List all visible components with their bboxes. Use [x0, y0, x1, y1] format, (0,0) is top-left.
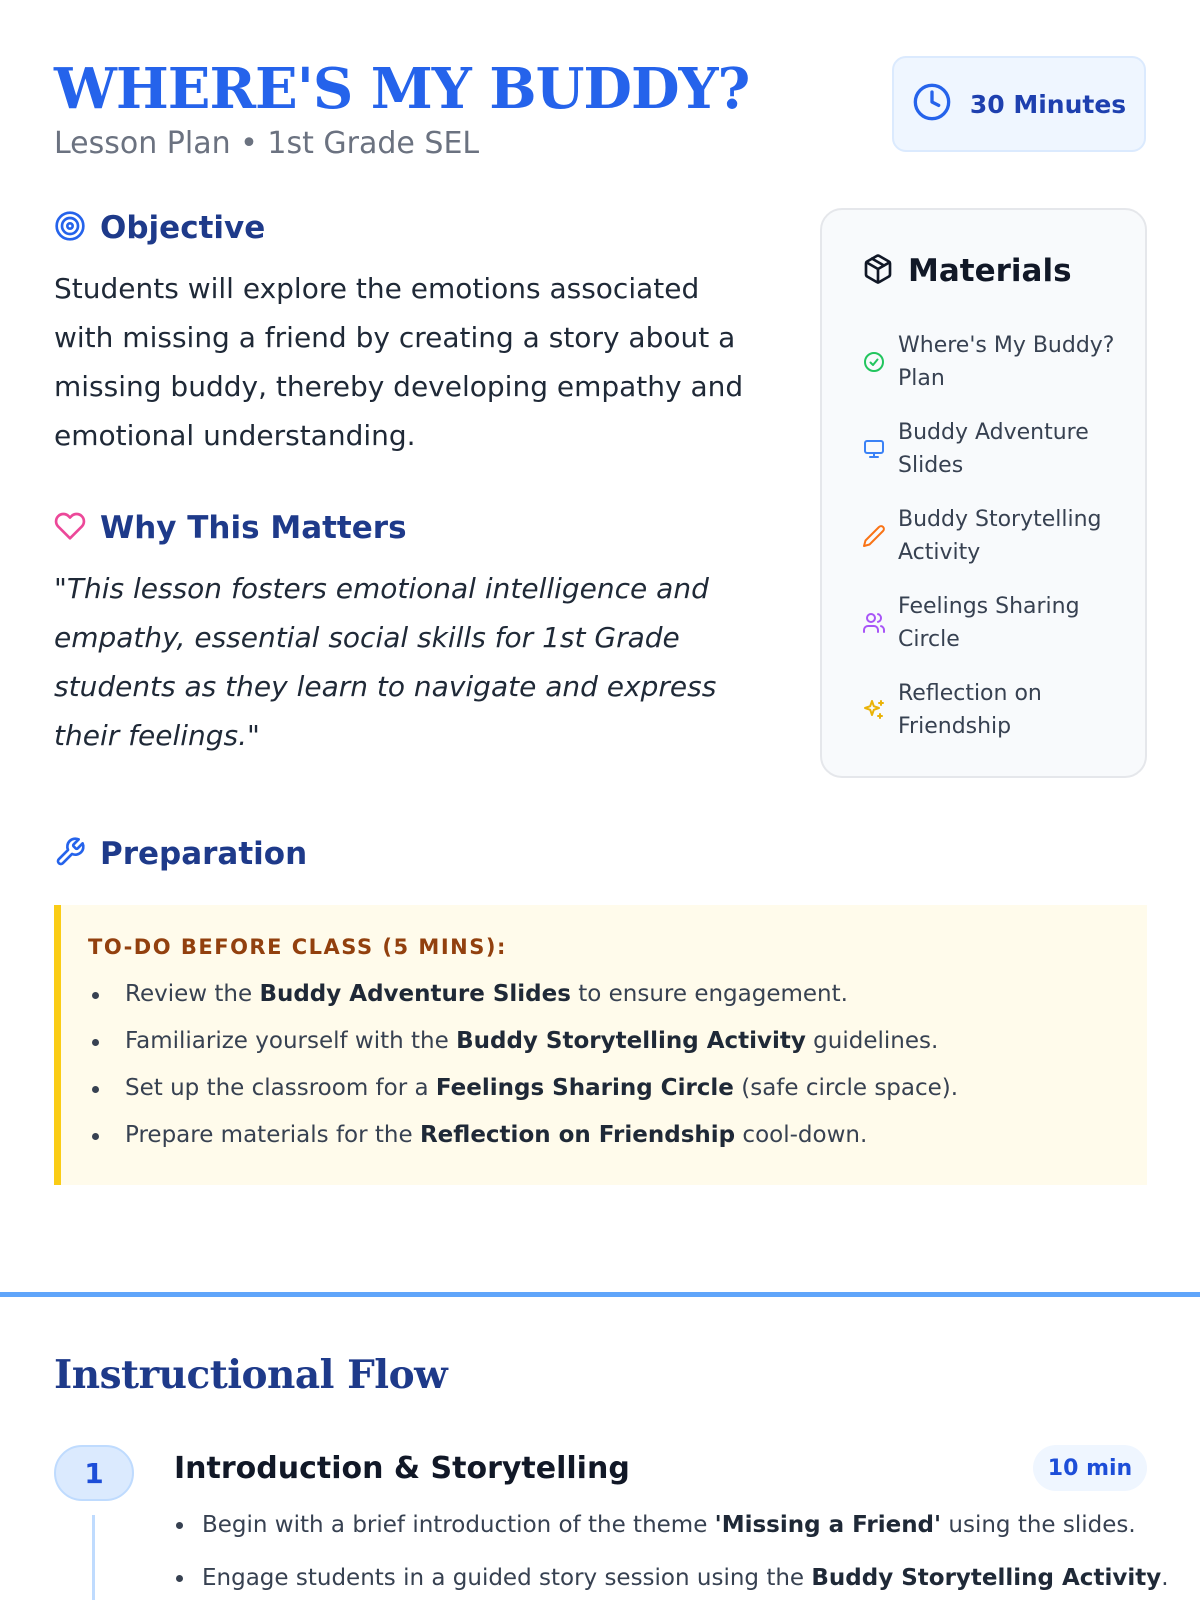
material-item-slides[interactable]: [862, 405, 1121, 492]
material-label: Feelings Sharing Circle: [898, 593, 1080, 652]
target-icon: [54, 210, 86, 246]
pencil-icon: [862, 524, 886, 548]
step-item: Engage students in a guided story session using the Buddy Storytelling Activity.: [174, 1552, 1154, 1600]
wrench-icon: [54, 836, 86, 872]
preparation-heading: [54, 832, 307, 876]
step-time-badge: 10 min: [1033, 1445, 1147, 1491]
why-heading-label: Why This Matters: [100, 510, 407, 546]
page-title: WHERE'S MY BUDDY?: [54, 56, 750, 122]
why-heading: [54, 506, 766, 550]
duration-label: 30 Minutes: [969, 89, 1127, 119]
lesson-overview: [54, 206, 766, 760]
preparation-caption: TO-DO BEFORE CLASS (5 MINS):: [88, 935, 507, 959]
duration-badge: [892, 56, 1146, 152]
materials-heading-label: Materials: [908, 253, 1072, 289]
step-number-badge: 1: [54, 1445, 134, 1501]
monitor-icon: [862, 437, 886, 461]
material-item-reflection[interactable]: [862, 666, 1121, 753]
objective-text: Students will explore the emotions associated with missing a friend by creating a story about a missing buddy, thereby developing empathy and emotional understanding.: [54, 272, 744, 452]
prep-item: Familiarize yourself with the Buddy Storytelling Activity guidelines.: [88, 1018, 1117, 1065]
materials-card: [820, 208, 1147, 778]
page-subtitle: Lesson Plan • 1st Grade SEL: [54, 126, 480, 161]
material-label: Reflection on Friendship: [898, 680, 1042, 739]
material-item-circle[interactable]: [862, 579, 1121, 666]
material-label: Buddy Adventure Slides: [898, 419, 1089, 478]
lesson-header: [54, 56, 1146, 166]
sparkles-icon: [862, 698, 886, 722]
prep-item: Prepare materials for the Reflection on Friendship cool-down.: [88, 1112, 1117, 1159]
package-icon: [862, 253, 894, 289]
objective-heading: [54, 206, 766, 250]
material-label: Where's My Buddy? Plan: [898, 332, 1115, 391]
why-quote: "This lesson fosters emotional intelligence and empathy, essential social skills for 1st Grade students as they learn to navigate and express their feelings.": [54, 572, 717, 752]
preparation-heading-label: Preparation: [100, 836, 308, 872]
prep-item: Review the Buddy Adventure Slides to ensure engagement.: [88, 971, 1117, 1018]
material-item-storytelling[interactable]: [862, 492, 1121, 579]
preparation-list: [88, 971, 1117, 1159]
objective-heading-label: Objective: [100, 210, 266, 246]
material-label: Buddy Storytelling Activity: [898, 506, 1102, 565]
materials-list: [862, 318, 1121, 753]
clock-icon: [912, 82, 952, 126]
step-item: Begin with a brief introduction of the theme 'Missing a Friend' using the slides.: [174, 1499, 1154, 1552]
step-list: [174, 1499, 1169, 1600]
preparation-callout: [54, 905, 1147, 1185]
prep-item: Set up the classroom for a Feelings Sharing Circle (safe circle space).: [88, 1065, 1117, 1112]
materials-heading: [862, 248, 1121, 294]
material-item-plan[interactable]: [862, 318, 1121, 405]
check-circle-icon: [862, 350, 886, 374]
step-title: Introduction & Storytelling: [174, 1451, 630, 1486]
step-timeline-line: [92, 1515, 95, 1600]
instructional-flow-heading: Instructional Flow: [54, 1352, 448, 1398]
heart-icon: [54, 510, 86, 546]
users-icon: [862, 611, 886, 635]
section-divider: [0, 1292, 1200, 1297]
